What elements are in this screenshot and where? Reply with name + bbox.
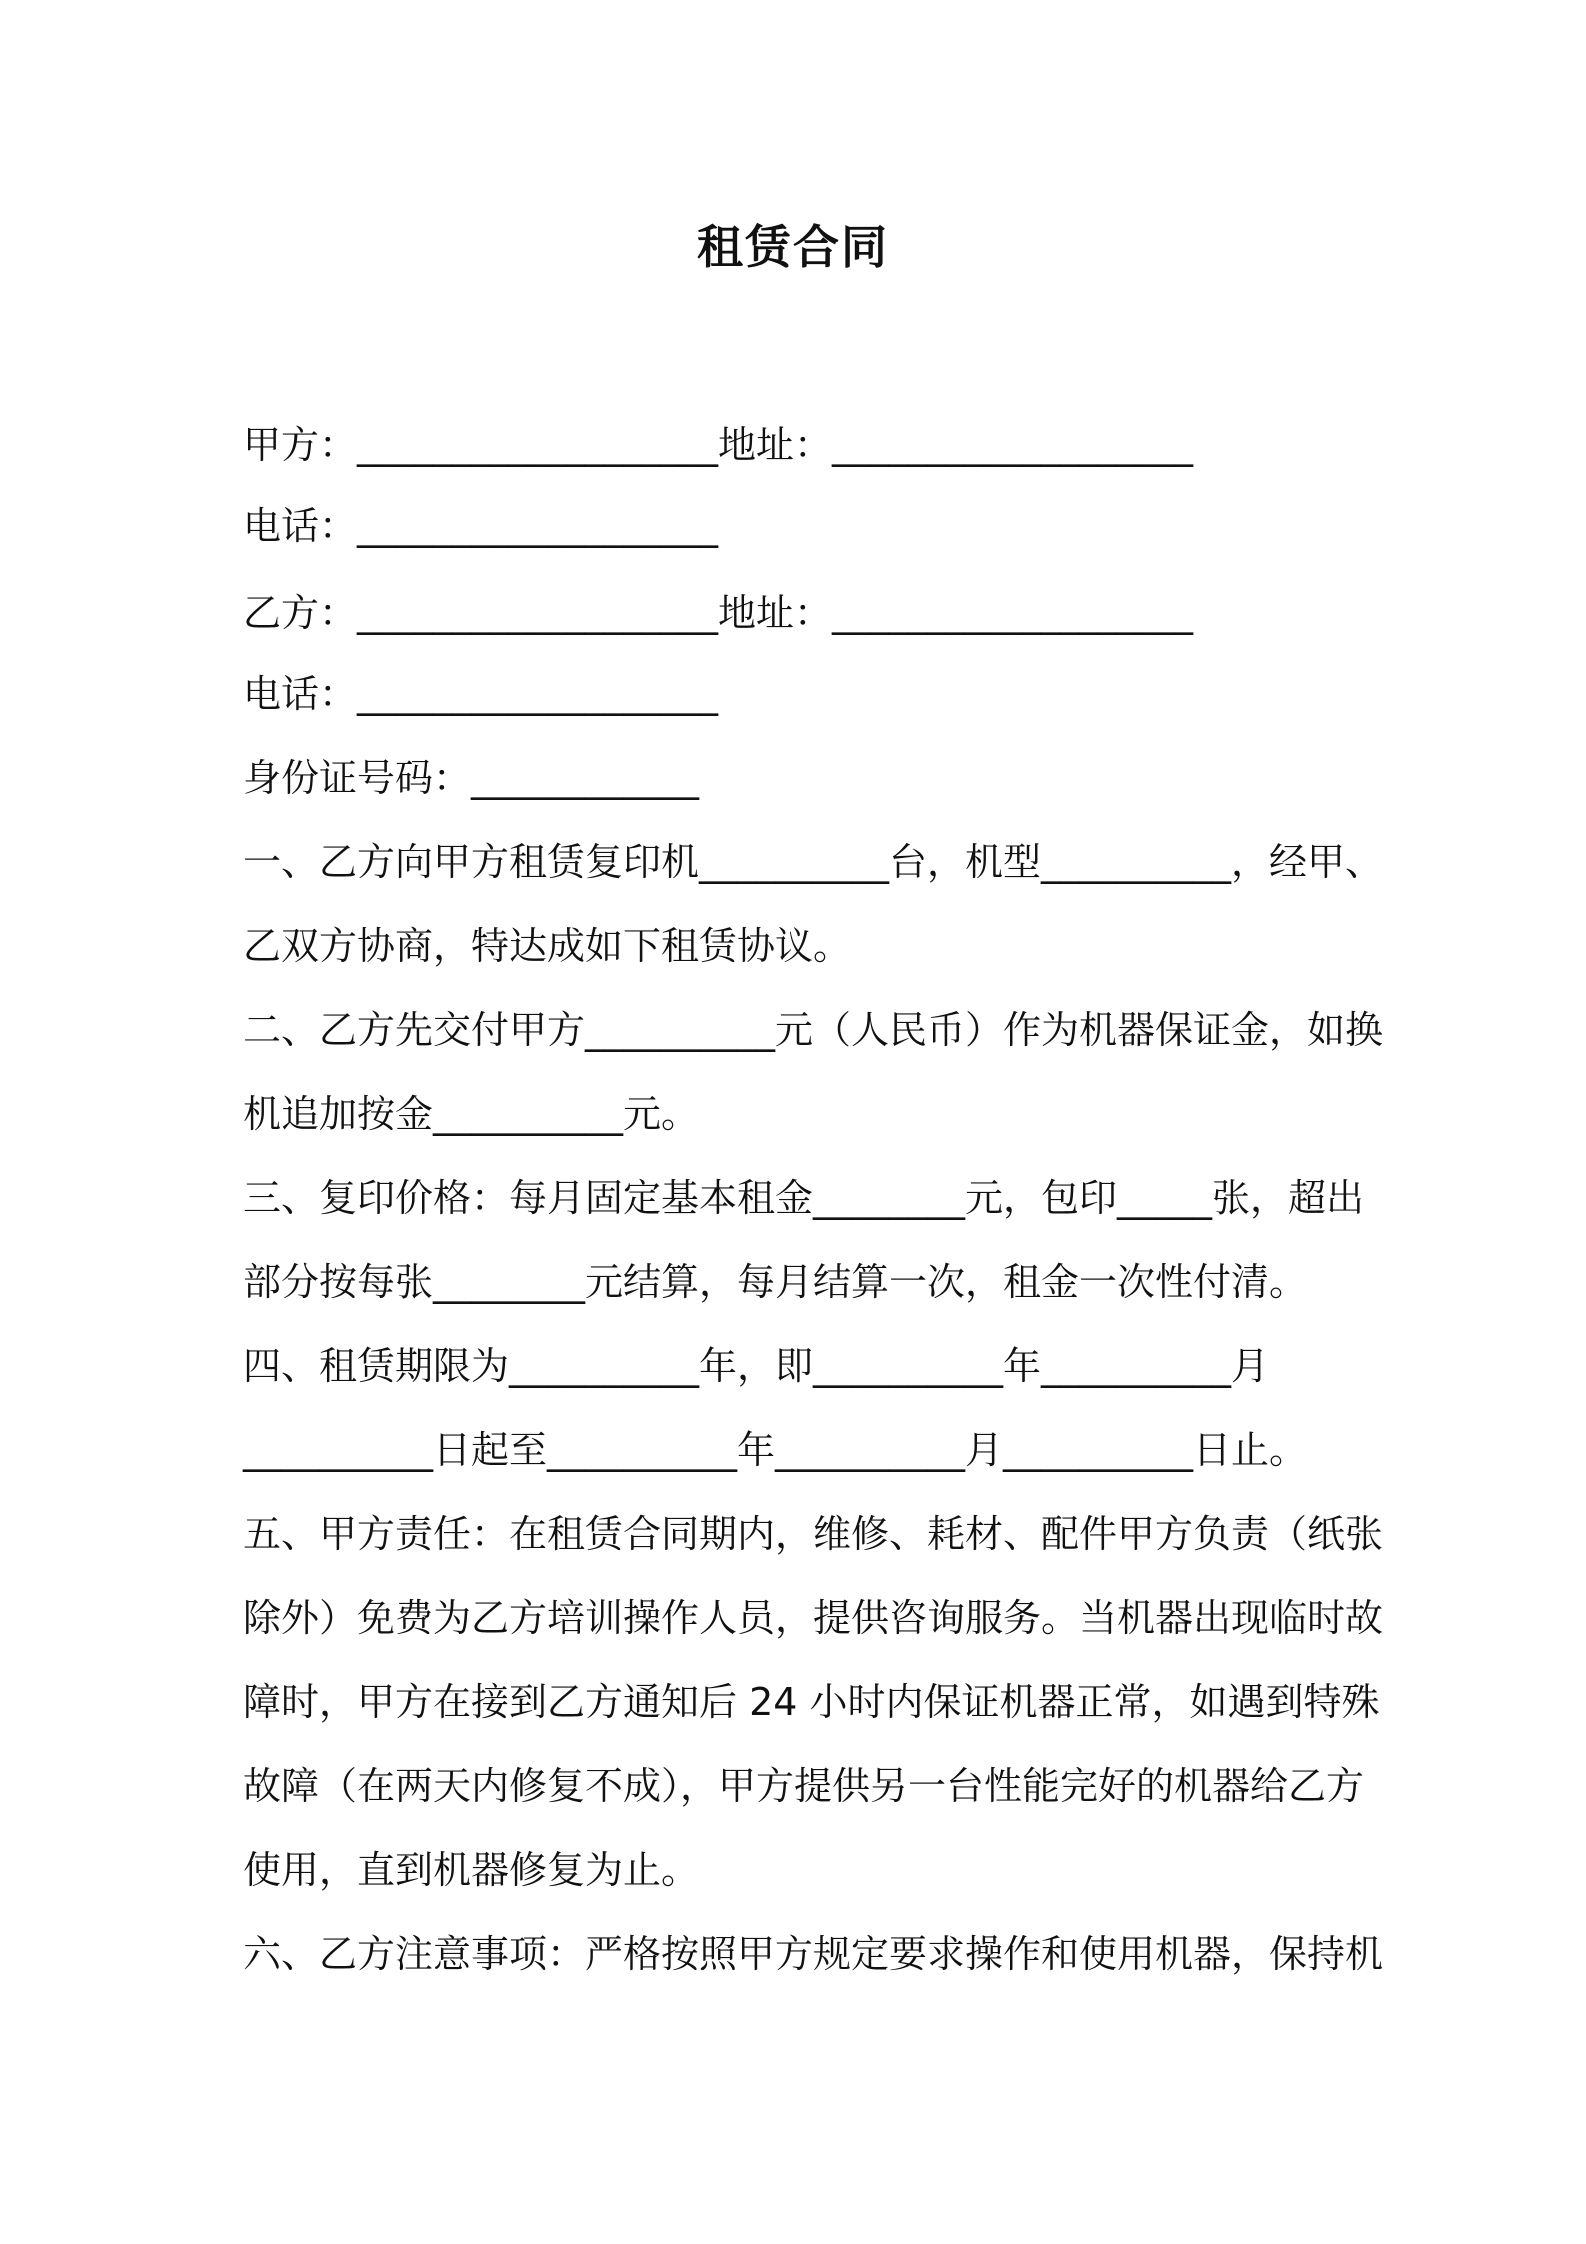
id-number-line: 身份证号码：____________ bbox=[243, 756, 700, 800]
clause-5-line-2: 除外）免费为乙方培训操作人员，提供咨询服务。当机器出现临时故 bbox=[243, 1596, 1384, 1640]
party-a-name-address-line: 甲方：___________________地址：___________________ bbox=[243, 423, 1194, 467]
clause-1-line-2: 乙双方协商，特达成如下租赁协议。 bbox=[243, 924, 852, 968]
party-b-phone-line: 电话：___________________ bbox=[243, 672, 719, 716]
document-title: 租赁合同 bbox=[697, 220, 889, 274]
clause-2-line-1: 二、乙方先交付甲方__________元（人民币）作为机器保证金，如换 bbox=[243, 1008, 1384, 1052]
clause-6-line-1: 六、乙方注意事项：严格按照甲方规定要求操作和使用机器，保持机 bbox=[243, 1932, 1384, 1976]
clause-3-line-2: 部分按每张________元结算，每月结算一次，租金一次性付清。 bbox=[243, 1260, 1308, 1304]
clause-4-line-1: 四、租赁期限为__________年，即__________年__________月 bbox=[243, 1344, 1270, 1388]
clause-4-line-2: __________日起至__________年__________月__________日止。 bbox=[243, 1428, 1308, 1472]
clause-5-line-1: 五、甲方责任：在租赁合同期内，维修、耗材、配件甲方负责（纸张 bbox=[243, 1512, 1384, 1556]
document-body bbox=[243, 406, 1384, 1996]
clause-5-line-4: 故障（在两天内修复不成），甲方提供另一台性能完好的机器给乙方 bbox=[243, 1764, 1365, 1808]
clause-3-line-1: 三、复印价格：每月固定基本租金________元，包印_____张，超出 bbox=[243, 1176, 1365, 1220]
clause-1-line-1: 一、乙方向甲方租赁复印机__________台，机型__________，经甲、 bbox=[243, 840, 1384, 884]
clause-5-line-3: 障时，甲方在接到乙方通知后 24 小时内保证机器正常，如遇到特殊 bbox=[243, 1680, 1380, 1724]
party-b-name-address-line: 乙方：___________________地址：___________________ bbox=[243, 591, 1194, 635]
party-a-phone-line: 电话：___________________ bbox=[243, 504, 719, 548]
clause-2-line-2: 机追加按金__________元。 bbox=[243, 1092, 700, 1136]
clause-5-line-5: 使用，直到机器修复为止。 bbox=[243, 1848, 700, 1892]
